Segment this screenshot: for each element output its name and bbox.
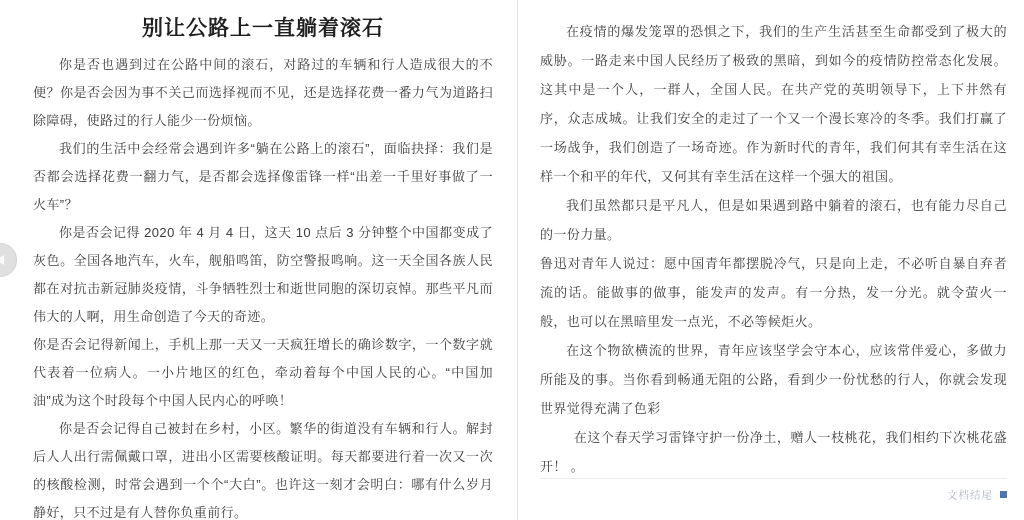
end-of-document-icon xyxy=(1000,491,1007,498)
document-title: 别让公路上一直躺着滚石 xyxy=(142,17,384,40)
paragraph: 在疫情的爆发笼罩的恐惧之下，我们的生产生活甚至生命都受到了极大的威胁。一路走来中国人民经历了极致的黑暗，到如今的疫情防控常态化发展。这其中是一个人，一群人，全国人民。在共产党的英明领导下，上下井然有序，众志成城。让我们安全的走过了一个又一个漫长寒冷的冬季。我们打赢了一场战争，我们创造了一场奇迹。作为新时代的青年，我们何其有幸生活在这样一个和平的年代，又何其有幸生活在这样一个强大的祖国。 xyxy=(540,24,1007,184)
paragraph: 在这个物欲横流的世界，青年应该坚学会守本心，应该常伴爱心，多做力所能及的事。当你看到畅通无阻的公路，看到少一份忧愁的行人，你就会发现世界觉得充满了色彩 xyxy=(540,343,1007,416)
paragraph: 你是否也遇到过在公路中间的滚石，对路过的车辆和行人造成很大的不便？你是否会因为事不关己而选择视而不见，还是选择花费一番力气为道路扫除障碍，使路过的行人能少一份烦恼。 xyxy=(33,57,493,128)
end-of-document-label: 文档结尾 xyxy=(947,489,993,502)
paragraph: 你是否会记得新闻上，手机上那一天又一天疯狂增长的确诊数字，一个数字就代表着一位病人。一小片地区的红色，牵动着每个中国人民的心。“中国加油”成为这个时段每个中国人民内心的呼唤！ xyxy=(33,337,493,408)
paragraph: 我们的生活中会经常会遇到许多“躺在公路上的滚石”，面临抉择：我们是否都会选择花费一翻力气，是否都会选择像雷锋一样“出差一千里好事做了一火车”？ xyxy=(33,141,493,212)
paragraph: 你是否会记得 2020 年 4 月 4 日，这天 10 点后 3 分钟整个中国都变成了灰色。全国各地汽车，火车，舰船鸣笛，防空警报鸣响。这一天全国各族人民都在对抗击新冠肺炎疫情，斗争牺牲烈士和逝世同胞的深切哀悼。那些平凡而伟大的人啊，用生命创造了今天的奇迹。 xyxy=(33,225,493,324)
document-page-right xyxy=(517,0,1024,520)
end-of-document-marker xyxy=(540,478,1007,504)
paragraph: 我们虽然都只是平凡人，但是如果遇到路中躺着的滚石，也有能力尽自己的一份力量。 xyxy=(540,198,1007,242)
paragraph: 在这个春天学习雷锋守护一份净土，赠人一枝桃花，我们相约下次桃花盛开！ 。 xyxy=(540,430,1007,474)
chevron-left-icon xyxy=(0,255,4,265)
paragraph: 鲁迅对青年人说过：愿中国青年都摆脱冷气，只是向上走，不必听自暴自弃者流的话。能做事的做事，能发声的发声。有一分热，发一分光。就令萤火一般，也可以在黑暗里发一点光，不必等候炬火。 xyxy=(540,256,1007,329)
paragraph: 你是否会记得自己被封在乡村，小区。繁华的街道没有车辆和行人。解封后人人出行需佩戴口罩，进出小区需要核酸证明。每天都要进行着一次又一次的核酸检测，时常会遇到一个个“大白”。也许这一刻才会明白：哪有什么岁月静好，只不过是有人替你负重前行。 xyxy=(33,421,493,520)
